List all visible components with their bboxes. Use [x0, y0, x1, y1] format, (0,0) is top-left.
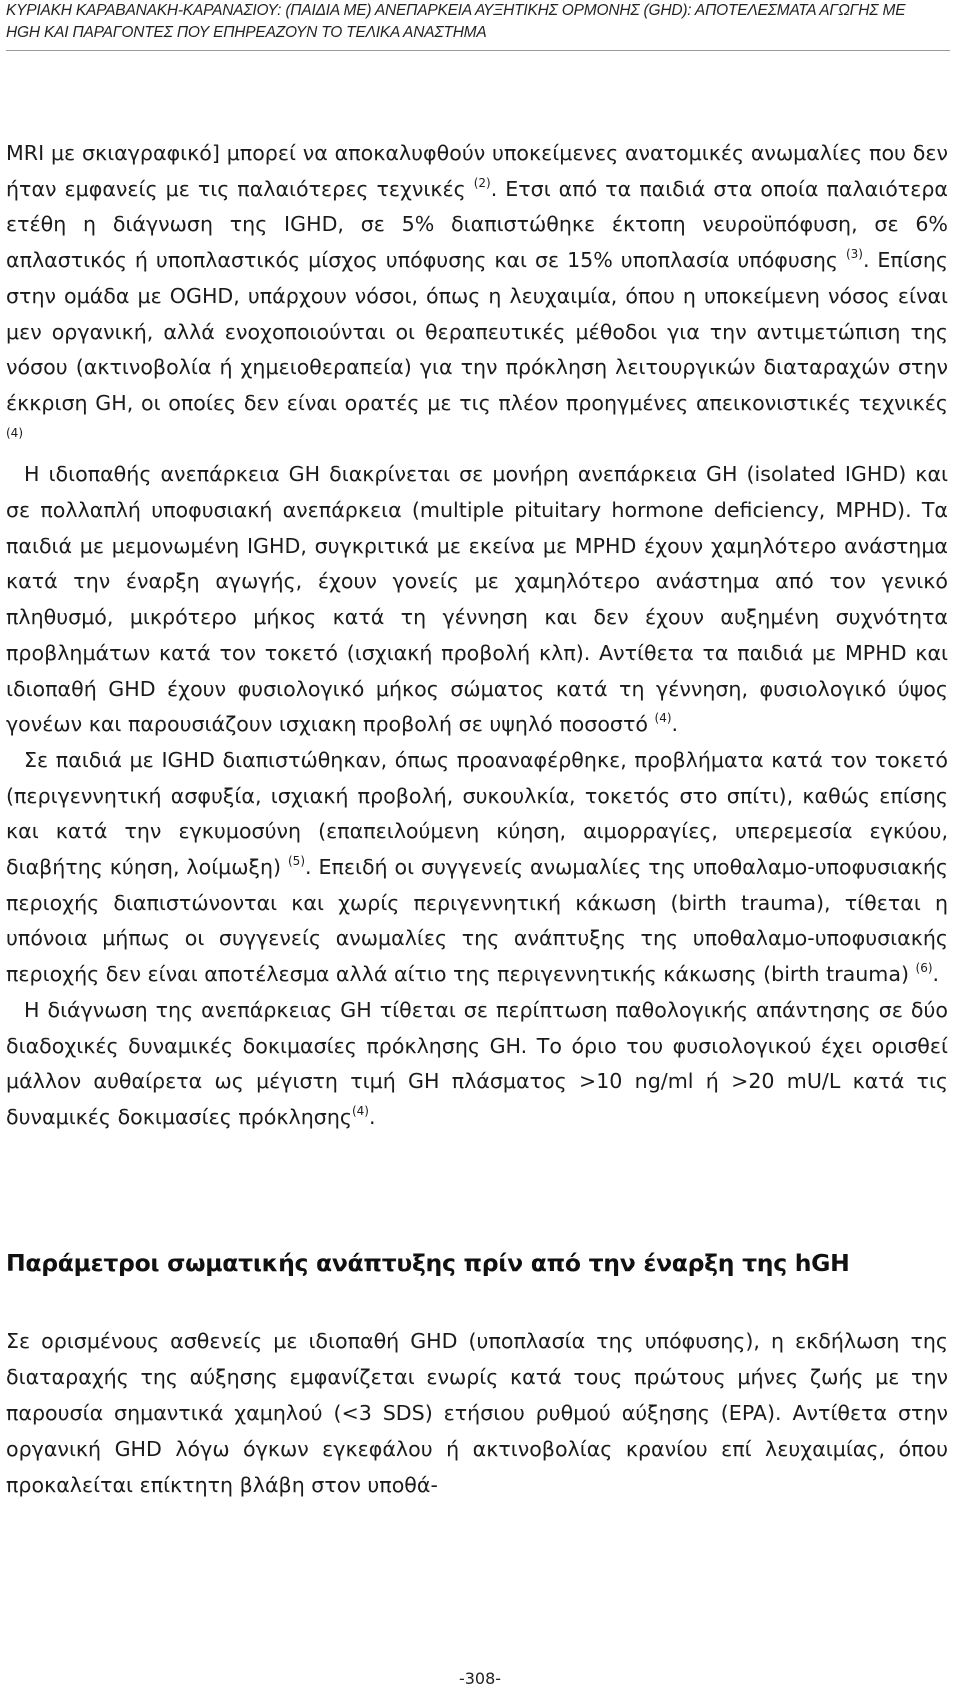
- page-number: -308-: [458, 1669, 502, 1688]
- paragraph-text: .: [368, 1104, 376, 1129]
- section-heading: Παράμετροι σωματικής ανάπτυξης πρίν από την έναρξη της hGH: [6, 1249, 850, 1277]
- citation-ref: (6): [915, 961, 933, 976]
- section-paragraph: Σε ορισμένους ασθενείς με ιδιοπαθή GHD (υποπλασία της υπόφυσης), η εκδήλωση της διαταραχής της αύξησης εμφανίζεται ενωρίς κατά τους πρώτους μήνες ζωής με την παρουσία σημαντικά χαμηλού (<3 SDS) ετήσιου ρυθμού αύξησης (EPA). Αντίθετα στην οργανική GHD λόγω όγκων εγκεφάλου ή ακτινοβολίας κρανίου επί λευχαιμίας, όπου προκαλείται επίκτητη βλάβη στον υποθά-: [6, 1329, 948, 1497]
- running-header-line-1: ΚΥΡΙΑΚΗ ΚΑΡΑΒΑΝΑΚΗ-ΚΑΡΑΝΑΣΙΟΥ: (ΠΑΙΔΙΑ ΜΕ) ΑΝΕΠΑΡΚΕΙΑ ΑΥΞΗΤΙΚΗΣ ΟΡΜΟΝΗΣ (GHD): ΑΠΟΤΕΛΕΣΜΑΤΑ ΑΓΩΓΗΣ ΜΕ: [6, 2, 906, 19]
- paragraph-text: Σε παιδιά με IGHD διαπιστώθηκαν, όπως προαναφέρθηκε, προβλήματα κατά τον τοκετό (περιγεννητική ασφυξία, ισχιακή προβολή, συκουλκία, τοκετός στο σπίτι), καθώς επίσης και κατά την εγκυμοσύνη (επαπειλούμενη κύηση, αιμορραγίες, υπερεμεσία εγκύου, διαβήτης κύηση, λοίμωξη): [6, 747, 948, 880]
- citation-ref: (3): [845, 247, 863, 262]
- paragraph-text: Η ιδιοπαθής ανεπάρκεια GH διακρίνεται σε μονήρη ανεπάρκεια GH (isolated IGHD) και σε πολλαπλή υποφυσιακή ανεπάρκεια (multiple pituitary hormone deficiency, MPHD). Τα παιδιά με μεμονωμένη IGHD, συγκριτικά με εκείνα με MPHD έχουν χαμηλότερο ανάστημα κατά την έναρξη αγωγής, έχουν γονείς με χαμηλότερο ανάστημα από τον γενικό πληθυσμό, μικρότερο μήκος κατά τη γέννηση και δεν έχουν αυξημένη συχνότητα προβλημάτων κατά τον τοκετό (ισχιακή προβολή κλπ). Αντίθετα τα παιδιά με MPHD και ιδιοπαθή GHD έχουν φυσιολογικό μήκος σώματος κατά τη γέννηση, φυσιολογικό ύψος γονέων και παρουσιάζουν ισχιακη προβολή σε υψηλό ποσοστό: [6, 462, 948, 737]
- paragraph-text: .: [671, 712, 679, 737]
- paragraph-text: . Ετσι από τα παιδιά στα οποία παλαιότερα ετέθη η διάγνωση της IGHD, σε 5% διαπιστώθηκε έκτοπη νευροϋπόφυση, σε 6% απλαστικός ή υποπλαστικός μίσχος υπόφυσης και σε 15% υποπλασία υπόφυσης: [6, 176, 948, 273]
- article-body: [6, 136, 948, 1136]
- paragraph-text: Η διάγνωση της ανεπάρκειας GH τίθεται σε περίπτωση παθολογικής απάντησης σε δύο διαδοχικές δυναμικές δοκιμασίες πρόκλησης GH. Το όριο του φυσιολογικού έχει ορισθεί μάλλον αυθαίρετα ως μέγιστη τιμή GH πλάσματος >10 ng/ml ή >20 mU/L κατά τις δυναμικές δοκιμασίες πρόκλησης: [6, 997, 948, 1129]
- citation-ref: (4): [6, 425, 23, 440]
- paragraph-1: [6, 136, 948, 457]
- paragraph-text: . Επίσης στην ομάδα με OGHD, υπάρχουν νόσοι, όπως η λευχαιμία, όπου η υποκείμενη νόσος είναι μεν οργανική, αλλά ενοχοποιούνται οι θεραπευτικές μέθοδοι για την αντιμετώπιση της νόσου (ακτινοβολία ή χημειοθεραπεία) για την πρόκληση λειτουργικών διαταραχών στην έκκριση GH, οι οποίες δεν είναι ορατές με τις πλέον προηγμένες απεικονιστικές τεχνικές: [6, 248, 948, 415]
- running-header-line-2: HGH ΚΑΙ ΠΑΡΑΓΟΝΤΕΣ ΠΟΥ ΕΠΗΡΕΑΖΟΥΝ ΤΟ ΤΕΛΙΚΑ ΑΝΑΣΤΗΜΑ: [6, 24, 487, 41]
- header-divider: [6, 50, 950, 51]
- running-header: [6, 0, 946, 44]
- paragraph-text: . Επειδή οι συγγενείς ανωμαλίες της υποθαλαμο-υποφυσιακής περιοχής διαπιστώνονται και χωρίς περιγεννητική κάκωση (birth trauma), τίθεται η υπόνοια μήπως οι συγγενείς ανωμαλίες της ανάπτυξης της υποθαλαμο-υποφυσιακής περιοχής δεν είναι αποτέλεσμα αλλά αίτιο της περιγεννητικής κάκωσης (birth trauma): [6, 855, 948, 987]
- paragraph-text: .: [932, 962, 940, 987]
- citation-ref: (4): [654, 711, 672, 726]
- citation-ref: (5): [288, 854, 305, 869]
- citation-ref: (2): [473, 175, 491, 190]
- paragraph-3: [6, 743, 948, 993]
- paragraph-2: [6, 457, 948, 743]
- paragraph-text: MRI με σκιαγραφικό] μπορεί να αποκαλυφθούν υποκείμενες ανατομικές ανωμαλίες που δεν ήταν εμφανείς με τις παλαιότερες τεχνικές: [6, 141, 948, 201]
- citation-ref: (4): [351, 1103, 369, 1118]
- paragraph-4: [6, 993, 948, 1136]
- section-body: [6, 1323, 948, 1503]
